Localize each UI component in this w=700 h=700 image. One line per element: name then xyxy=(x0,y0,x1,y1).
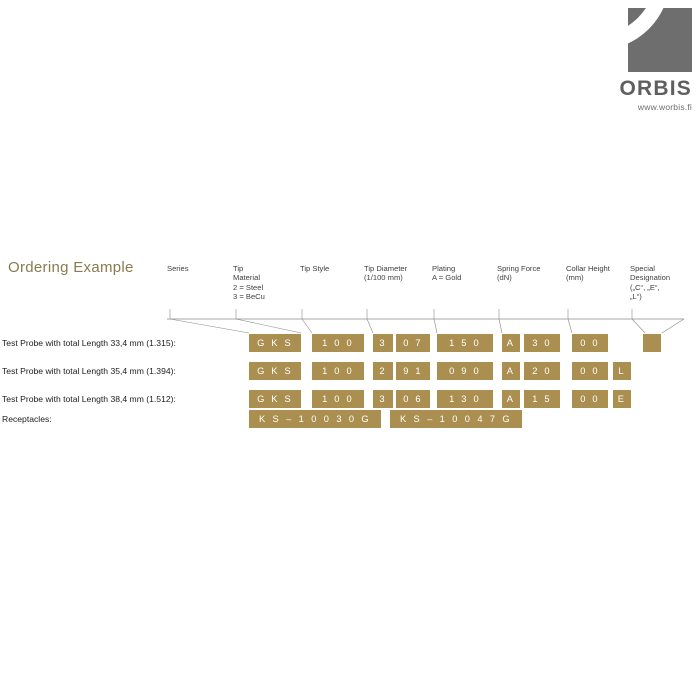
receptacles-label: Receptacles: xyxy=(2,414,52,424)
code-cell: 0 9 0 xyxy=(437,362,493,380)
logo-url: www.worbis.fi xyxy=(637,102,692,112)
column-header-2 xyxy=(300,264,329,273)
row-label-1: Test Probe with total Length 35,4 mm (1.394): xyxy=(2,366,176,376)
code-cell: 1 5 xyxy=(524,390,560,408)
column-header-0 xyxy=(167,264,189,273)
code-cell: 3 xyxy=(373,390,393,408)
column-header-line: („C“, „E“, xyxy=(630,282,660,292)
column-header-1 xyxy=(233,264,265,302)
code-cell: 9 1 xyxy=(396,362,430,380)
logo-wordmark: ORBIS xyxy=(619,77,692,100)
column-header-line: 2 = Steel xyxy=(233,282,264,292)
code-cell: 1 5 0 xyxy=(437,334,493,352)
code-cell xyxy=(643,334,661,352)
code-cell: A xyxy=(502,362,520,380)
code-cell: 1 3 0 xyxy=(437,390,493,408)
column-header-6 xyxy=(566,264,610,283)
orbis-logo xyxy=(588,8,692,112)
column-header-line: Tip Diameter xyxy=(364,264,408,273)
receptacle-code-cell: K S – 1 0 0 4 7 G xyxy=(390,410,522,428)
column-header-line: A = Gold xyxy=(432,273,462,283)
code-cell: 0 0 xyxy=(572,334,608,352)
code-cell: 1 0 0 xyxy=(312,334,364,352)
column-header-3 xyxy=(364,264,407,283)
column-header-line: Tip xyxy=(233,264,244,273)
orbis-logo-mark xyxy=(628,8,692,72)
code-cell: 1 0 0 xyxy=(312,390,364,408)
row-label-2: Test Probe with total Length 38,4 mm (1.512): xyxy=(2,394,176,404)
code-cell: G K S xyxy=(249,390,301,408)
column-header-line: 3 = BeCu xyxy=(233,292,265,302)
column-header-line: Plating xyxy=(432,264,456,273)
column-header-5 xyxy=(497,264,540,283)
code-cell: 0 7 xyxy=(396,334,430,352)
page-title: Ordering Example xyxy=(8,259,134,276)
code-cell: G K S xyxy=(249,334,301,352)
code-cell: E xyxy=(613,390,631,408)
code-cell: 0 0 xyxy=(572,362,608,380)
code-cell: L xyxy=(613,362,631,380)
column-header-line: Designation xyxy=(630,273,671,283)
code-cell: 0 0 xyxy=(572,390,608,408)
column-header-line: Tip Style xyxy=(300,264,330,273)
code-cell: 1 0 0 xyxy=(312,362,364,380)
column-header-line: (1/100 mm) xyxy=(364,273,403,283)
code-cell: 2 0 xyxy=(524,362,560,380)
receptacle-code-cell: K S – 1 0 0 3 0 G xyxy=(249,410,381,428)
column-header-line: Material xyxy=(233,273,261,283)
code-cell: G K S xyxy=(249,362,301,380)
code-cell: A xyxy=(502,390,520,408)
column-header-7 xyxy=(630,264,670,302)
column-header-4 xyxy=(432,264,461,283)
column-header-line: (mm) xyxy=(566,273,584,283)
code-cell: 0 6 xyxy=(396,390,430,408)
code-cell: 2 xyxy=(373,362,393,380)
row-label-0: Test Probe with total Length 33,4 mm (1.315): xyxy=(2,338,176,348)
column-header-line: Collar Height xyxy=(566,264,610,273)
column-header-line: Special xyxy=(630,264,655,273)
code-cell: 3 xyxy=(373,334,393,352)
column-header-line: (dN) xyxy=(497,273,512,283)
column-header-line: Spring Force xyxy=(497,264,541,273)
column-header-line: „L“) xyxy=(630,292,642,302)
code-cell: A xyxy=(502,334,520,352)
column-header-line: Series xyxy=(167,264,189,273)
code-cell: 3 0 xyxy=(524,334,560,352)
